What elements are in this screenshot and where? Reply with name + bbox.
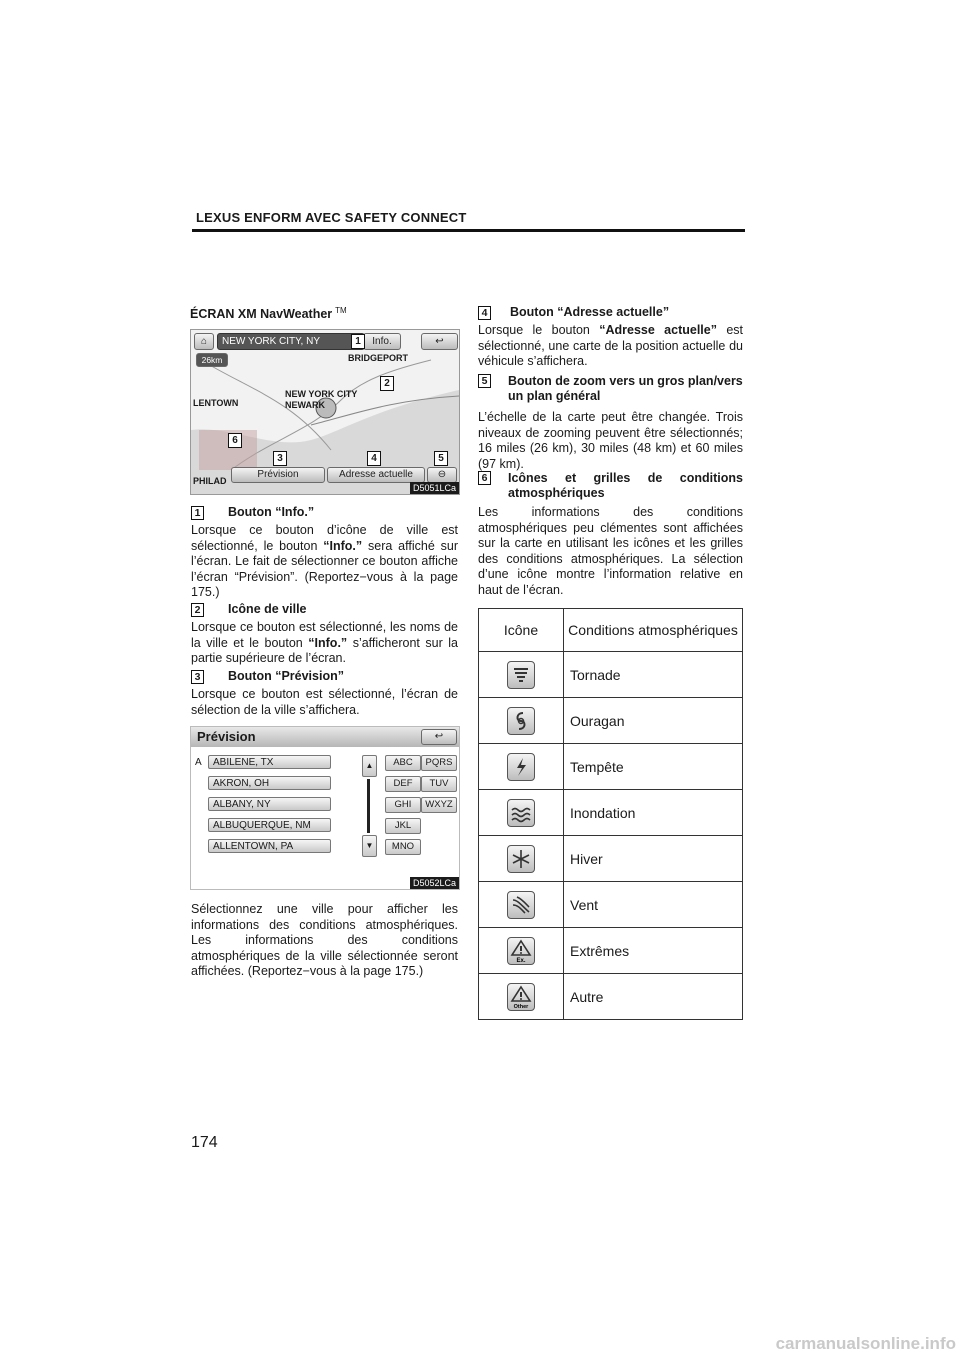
key-wxyz[interactable]: WXYZ <box>421 797 457 813</box>
map-label-bridgeport: BRIDGEPORT <box>348 353 409 363</box>
callout-3: 3 <box>273 451 287 466</box>
table-row <box>479 836 743 882</box>
condition-name: Hiver <box>564 836 743 882</box>
item-1-text: Lorsque ce bouton d’icône de ville est sélectionné, le bouton “Info.” sera affiché sur l’écran. Le fait de sélectionner ce bouton affiche l’écran “Prévision”. (Reportez−vous à la page 175.) <box>191 523 458 599</box>
table-row <box>479 882 743 928</box>
figure-code: D5051LCa <box>410 482 459 494</box>
compass-button[interactable]: ⌂ <box>194 333 214 350</box>
city-button[interactable]: AKRON, OH <box>208 776 331 790</box>
key-def[interactable]: DEF <box>385 776 421 792</box>
table-header-conditions: Conditions atmosphériques <box>564 609 743 652</box>
header-rule <box>192 229 745 232</box>
item-title: Bouton “Adresse actuelle” <box>510 305 670 319</box>
table-header-icon: Icône <box>479 609 564 652</box>
key-mno[interactable]: MNO <box>385 839 421 855</box>
item-number: 2 <box>191 603 204 617</box>
condition-name: Autre <box>564 974 743 1020</box>
trademark-mark: TM <box>335 306 347 315</box>
condition-name: Vent <box>564 882 743 928</box>
item-title: Icône de ville <box>228 602 307 616</box>
section-title-text: ÉCRAN XM NavWeather <box>190 307 333 322</box>
flood-icon <box>507 799 535 827</box>
map-label-lentown: LENTOWN <box>193 398 239 408</box>
storm-icon <box>507 753 535 781</box>
item-3-text: Lorsque ce bouton est sélectionné, l’écran de sélection de la ville s’affichera. <box>191 687 458 717</box>
prevision-title: Prévision <box>197 729 256 744</box>
map-label-newark: NEWARK <box>285 400 325 410</box>
item-4-text: Lorsque le bouton “Adresse actuelle” est sélectionné, une carte de la position actuelle du véhicule s’affichera. <box>478 323 744 368</box>
item-2-heading <box>191 602 307 617</box>
weather-conditions-table <box>478 608 743 1020</box>
info-button[interactable]: Info. <box>363 333 401 350</box>
table-row <box>479 974 743 1020</box>
extreme-icon <box>507 937 535 965</box>
watermark: carmanualsonline.info <box>775 1334 956 1353</box>
scroll-up-button[interactable]: ▲ <box>362 755 377 777</box>
prevision-button[interactable]: Prévision <box>231 467 325 483</box>
key-tuv[interactable]: TUV <box>421 776 457 792</box>
item-6-heading <box>478 471 743 501</box>
map-scale: 26km <box>196 353 228 367</box>
table-row <box>479 698 743 744</box>
condition-name: Inondation <box>564 790 743 836</box>
item-title: Bouton “Prévision” <box>228 669 344 683</box>
select-city-text: Sélectionnez une ville pour afficher les informations des conditions atmosphériques. Les informations des conditions atmosphériques de la ville sélectionnée seront affichées. (Reportez−vous à la page 175.) <box>191 902 458 978</box>
prevision-title-bar <box>191 727 459 747</box>
page-number: 174 <box>191 1134 218 1151</box>
key-ghi[interactable]: GHI <box>385 797 421 813</box>
city-button[interactable]: ABILENE, TX <box>208 755 331 769</box>
item-4-heading <box>478 305 669 320</box>
item-number: 3 <box>191 670 204 684</box>
item-number: 1 <box>191 506 204 520</box>
scroll-down-button[interactable]: ▼ <box>362 835 377 857</box>
back-button[interactable]: ↩ <box>421 729 457 745</box>
table-row <box>479 790 743 836</box>
running-header: LEXUS ENFORM AVEC SAFETY CONNECT <box>196 210 467 225</box>
table-row <box>479 928 743 974</box>
item-5-heading <box>478 374 743 404</box>
item-2-text: Lorsque ce bouton est sélectionné, les noms de la ville et le bouton “Info.” s’afficheront sur la partie supérieure de l’écran. <box>191 620 459 665</box>
figure-code: D5052LCa <box>410 877 459 889</box>
winter-icon <box>507 845 535 873</box>
navweather-map-screenshot <box>190 329 460 495</box>
condition-name: Tempête <box>564 744 743 790</box>
city-button[interactable]: ALBUQUERQUE, NM <box>208 818 331 832</box>
zoom-button[interactable]: ⊖ <box>427 467 457 483</box>
item-number: 5 <box>478 374 491 388</box>
svg-text:Other: Other <box>513 1003 529 1010</box>
item-number: 4 <box>478 306 491 320</box>
svg-text:Ex.: Ex. <box>516 957 526 964</box>
map-label-philad: PHILAD <box>193 476 227 486</box>
item-title: Icônes et grilles de conditions atmosphériques <box>508 471 743 500</box>
callout-2: 2 <box>380 376 394 391</box>
key-abc[interactable]: ABC <box>385 755 421 771</box>
item-title: Bouton “Info.” <box>228 505 315 519</box>
prevision-screenshot <box>190 726 460 890</box>
item-3-heading <box>191 669 344 684</box>
callout-1: 1 <box>351 334 365 349</box>
condition-name: Extrêmes <box>564 928 743 974</box>
wind-icon <box>507 891 535 919</box>
hurricane-icon <box>507 707 535 735</box>
item-6-text: Les informations des conditions atmosphériques peu clémentes sont affichées sur la carte en utilisant les icônes et les grilles des conditions atmosphériques. La sélection d’une icône montre l’information relative en haut de l’écran. <box>478 505 743 597</box>
city-button[interactable]: ALBANY, NY <box>208 797 331 811</box>
tornado-icon <box>507 661 535 689</box>
city-name-bar: NEW YORK CITY, NY <box>217 333 365 350</box>
section-title <box>190 306 347 321</box>
table-row <box>479 652 743 698</box>
item-title: Bouton de zoom vers un gros plan/vers un plan général <box>508 374 743 403</box>
callout-5: 5 <box>434 451 448 466</box>
scrollbar-track[interactable] <box>367 779 370 833</box>
back-button[interactable]: ↩ <box>421 333 458 350</box>
condition-name: Ouragan <box>564 698 743 744</box>
key-jkl[interactable]: JKL <box>385 818 421 834</box>
item-1-heading <box>191 505 314 520</box>
table-row <box>479 744 743 790</box>
callout-6: 6 <box>228 433 242 448</box>
map-label-new-york-city: NEW YORK CITY <box>285 389 358 399</box>
current-address-button[interactable]: Adresse actuelle <box>327 467 425 483</box>
item-number: 6 <box>478 471 491 485</box>
item-5-text: L’échelle de la carte peut être changée. Trois niveaux de zooming peuvent être sélectionnés; 16 miles (26 km), 30 miles (48 km) et 60 miles (97 km). <box>478 410 743 471</box>
key-pqrs[interactable]: PQRS <box>421 755 457 771</box>
alphabet-letter: A <box>195 757 202 768</box>
city-button[interactable]: ALLENTOWN, PA <box>208 839 331 853</box>
table-header-row <box>479 609 743 652</box>
callout-4: 4 <box>367 451 381 466</box>
condition-name: Tornade <box>564 652 743 698</box>
other-icon <box>507 983 535 1011</box>
